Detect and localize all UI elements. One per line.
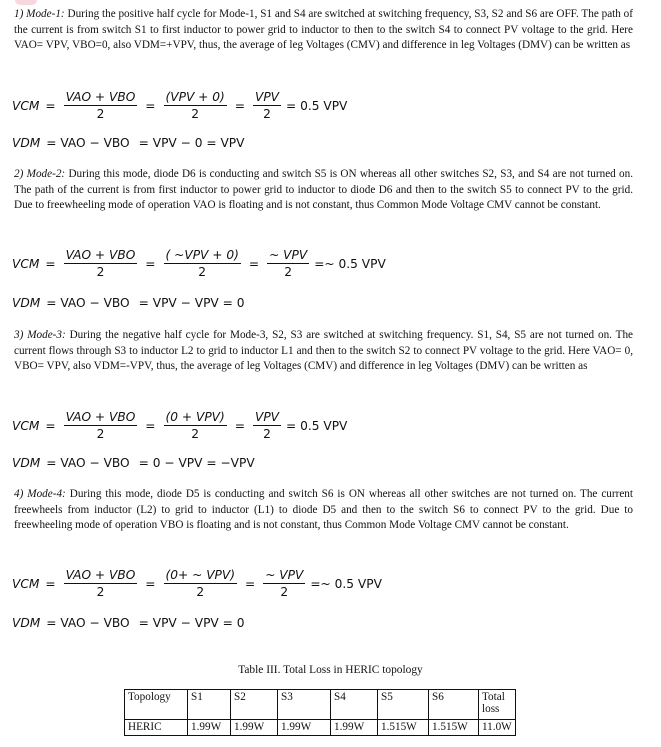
denominator: 2 [96,265,105,279]
table-header-cell: S4 [331,690,378,720]
difference-expression: = VAO − VBO [46,136,130,150]
mode-1-text: During the positive half cycle for Mode-1, S1 and S4 are switched at switching frequency, S3, S2 and S6 are OFF. The path of the current is from switch S1 to first inductor to power grid to inductor to then to the switch S4 to connect PV voltage to the grid. Here VAO= VPV, VBO=0, also VDM=+VPV, thus, the average of leg Voltages (CMV) and difference in leg Voltages (DMV) can be written as [14,8,633,52]
table-header-row [125,690,516,720]
mode-4-cm-result: ~ VPV [265,568,304,582]
mode-4-title: Mode-4: [27,488,66,500]
denominator: 2 [263,107,271,121]
difference-expression: = VAO − VBO [46,456,130,470]
table-row [125,720,516,736]
sum-numerator: VAO + VBO [65,568,136,582]
mode-3-cm-value: = 0.5 VPV [286,418,348,433]
mode-2-dmv-equation [12,296,247,310]
denominator: 2 [96,585,105,599]
sum-numerator: VAO + VBO [65,410,136,424]
mode-1-dmv-equation [12,136,247,150]
table-cell: 1.99W [231,720,278,736]
vdm-label: VDM [12,616,41,630]
mode-3-paragraph [14,328,633,375]
mode-1-cm-value: = 0.5 VPV [286,98,348,113]
vcm-label: VCM [12,576,40,591]
table-cell: 1.515W [429,720,479,736]
table-cell: 1.515W [378,720,429,736]
difference-expression: = VAO − VBO [46,296,130,310]
mode-3-cm-numerator: (0 + VPV) [165,410,225,424]
mode-4-dm-result: = VPV − VPV = 0 [138,616,245,630]
denominator: 2 [96,107,105,121]
denominator: 2 [191,427,200,441]
mode-4-text: During this mode, diode D5 is conducting and switch S6 is ON whereas all other switches are not turned on. The current freewheels from inductor (L2) to grid to inductor (L1) to diode D5 and then to the switch S6 to connect PV to the grid. Due to freewheeling mode of operation VBO is floating and is not constant, thus Common Mode Voltage CMV cannot be constant. [14,488,634,532]
mode-1-cmv-equation: VCM = $\frac{\text{VAO + VBO}}{2}$ = $\frac{\text{(VPV + 0)}}{2}$ = $\frac{\text{VPV}}{2}$ = 0.5 VPV [12,90,348,121]
mode-2-number: 2) [14,168,24,180]
table-header-cell: S6 [429,690,479,720]
denominator: 2 [96,427,105,441]
mode-2-paragraph [14,167,633,214]
mode-3-number: 3) [14,329,24,341]
mode-1-cm-result: VPV [254,90,280,104]
table-header-cell: Total loss [479,690,516,720]
table-header-cell: Topology [125,690,188,720]
mode-4-number: 4) [14,488,24,500]
mode-2-text: During this mode, diode D6 is conducting and switch S5 is ON whereas all other switches S2, S3, and S4 are not turned on. The path of the current is from first inductor to power grid to inductor to diode D6 and then to the switch S5 to connect PV to the grid. Due to freewheeling mode of operation VAO is floating and is not constant, thus Common Mode Voltage CMV cannot be constant. [14,168,634,212]
table-header-cell: S3 [278,690,331,720]
denominator: 2 [280,585,289,599]
mode-4-cm-value: =~ 0.5 VPV [310,576,382,591]
mode-3-cm-result: VPV [254,410,280,424]
sum-numerator: VAO + VBO [65,248,136,262]
denominator: 2 [196,585,205,599]
mode-2-title: Mode-2: [26,168,66,180]
table-header-cell: S1 [188,690,231,720]
denominator: 2 [191,107,200,121]
vcm-label: VCM [12,256,40,271]
mode-2-cm-numerator: ( ~VPV + 0) [165,248,239,262]
vcm-label: VCM [12,418,40,433]
denominator: 2 [198,265,207,279]
difference-expression: = VAO − VBO [46,616,130,630]
mode-1-dm-result: = VPV − 0 = VPV [138,136,245,150]
vcm-label: VCM [12,98,40,113]
table-caption: Table III. Total Loss in HERIC topology [238,664,423,676]
mode-2-cm-value: =~ 0.5 VPV [314,256,386,271]
mode-1-title: Mode-1: [26,8,65,20]
mode-4-dmv-equation [12,616,247,630]
mode-4-paragraph [14,487,633,534]
sum-numerator: VAO + VBO [65,90,136,104]
mode-3-text: During the negative half cycle for Mode-3, S2, S3 are switched at switching frequency. S1, S4, S5 are not turned on. The current flows through S3 to inductor L2 to grid to inductor L1 and then to the switch S2 to connect PV voltage to the grid. Here VAO= 0, VBO= VPV, also VDM=-VPV, thus, the average of leg Voltages (CMV) and difference in leg Voltages (DMV) can be written as [14,329,634,373]
mode-3-title: Mode-3: [27,329,66,341]
mode-1-paragraph [14,7,633,54]
mode-2-dm-result: = VPV − VPV = 0 [138,296,245,310]
mode-1-number: 1) [14,8,24,20]
denominator: 2 [284,265,293,279]
denominator: 2 [263,427,271,441]
table-cell: 1.99W [188,720,231,736]
table-cell: HERIC [125,720,188,736]
mode-3-cmv-equation: VCM = $\frac{\text{VAO + VBO}}{2}$ = $\frac{\text{(0 + VPV)}}{2}$ = $\frac{\text{VPV}}{2}$ = 0.5 VPV [12,410,348,441]
highlight-mark [15,0,37,5]
vdm-label: VDM [12,136,41,150]
mode-3-dmv-equation [12,456,258,470]
mode-1-cm-numerator: (VPV + 0) [165,90,225,104]
vdm-label: VDM [12,296,41,310]
vdm-label: VDM [12,456,41,470]
table-header-cell: S2 [231,690,278,720]
mode-2-cm-result: ~ VPV [269,248,308,262]
loss-table [124,689,516,736]
table-cell: 1.99W [331,720,378,736]
table-cell: 11.0W [479,720,516,736]
mode-3-dm-result: = 0 − VPV = −VPV [138,456,255,470]
mode-4-cm-numerator: (0+ ~ VPV) [165,568,235,582]
table-cell: 1.99W [278,720,331,736]
mode-4-cmv-equation: VCM = $\frac{\text{VAO + VBO}}{2}$ = $\frac{\text{(0+ \textasciitilde{} VPV)}}{2}$ = $\frac{\text{\textasciitilde{} VPV}}{2}$ =~ 0.5 VPV [12,568,382,599]
mode-2-cmv-equation: VCM = $\frac{\text{VAO + VBO}}{2}$ = $\frac{\text{( \textasciitilde{}VPV + 0)}}{2}$ = $\frac{\text{\textasciitilde{} VPV}}{2}$ =~ 0.5 VPV [12,248,386,279]
table-header-cell: S5 [378,690,429,720]
